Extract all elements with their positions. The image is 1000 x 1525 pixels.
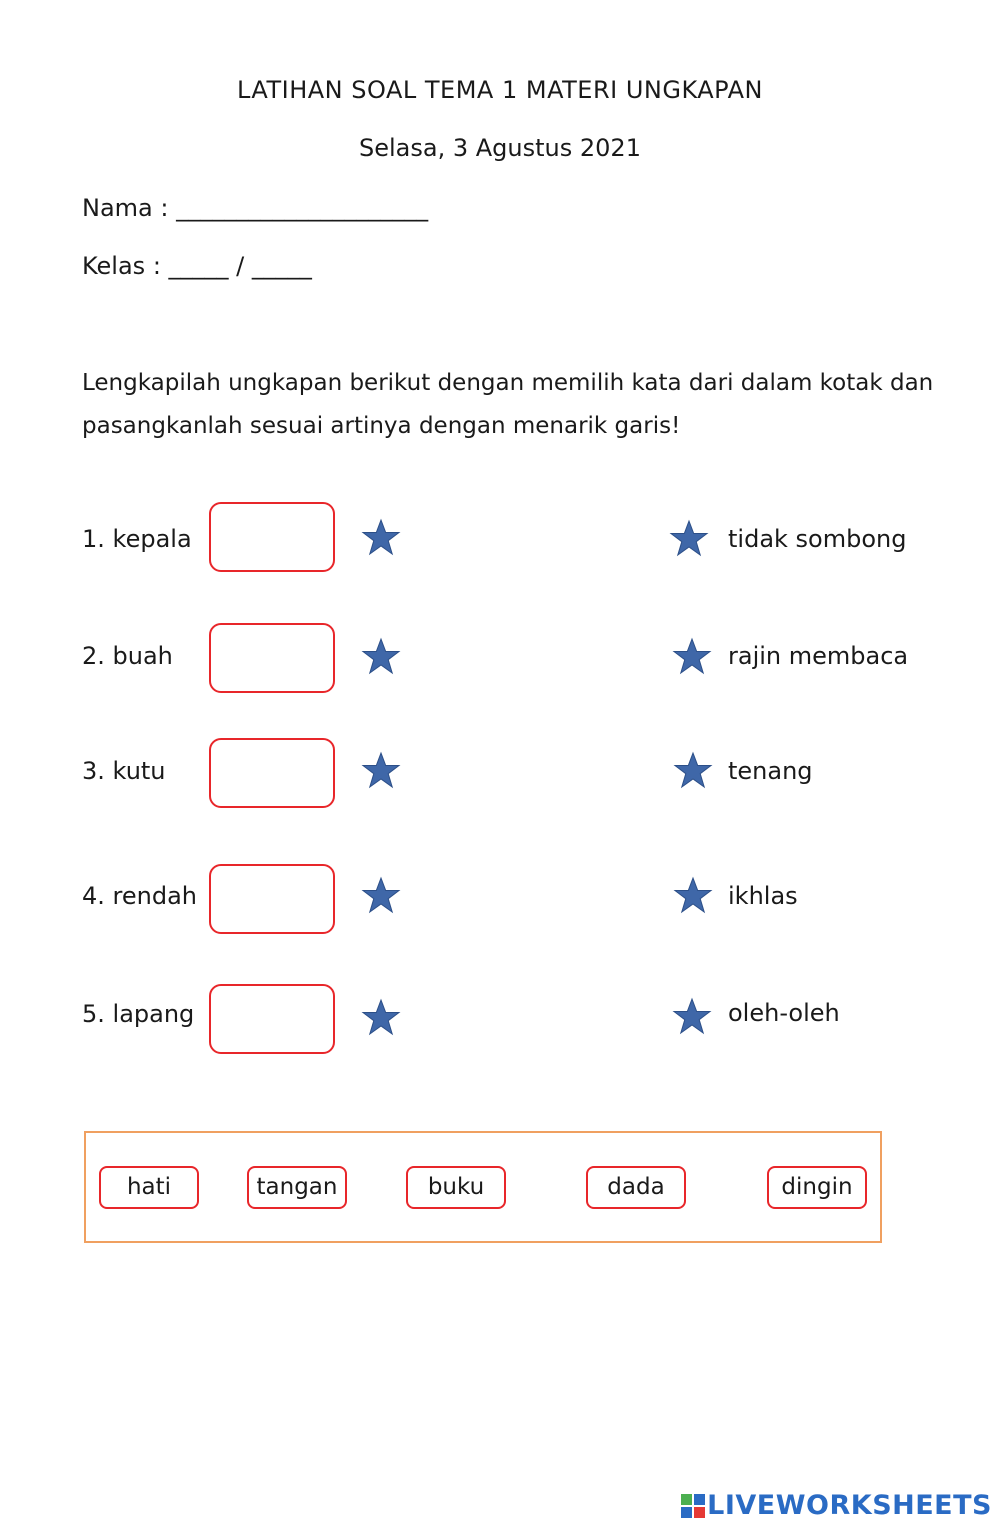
answer-box[interactable] (209, 984, 335, 1054)
meaning-label: tidak sombong (728, 525, 907, 553)
word-chip[interactable]: tangan (247, 1166, 347, 1209)
answer-box[interactable] (209, 864, 335, 934)
meaning-label: oleh-oleh (728, 999, 840, 1027)
word-chip[interactable]: hati (99, 1166, 199, 1209)
question-label: 1. kepala (82, 525, 192, 553)
word-chip[interactable]: dingin (767, 1166, 867, 1209)
date-line: Selasa, 3 Agustus 2021 (359, 134, 641, 162)
star-icon[interactable] (361, 751, 401, 791)
answer-box[interactable] (209, 502, 335, 572)
meaning-label: tenang (728, 757, 813, 785)
star-icon[interactable] (361, 518, 401, 558)
question-label: 2. buah (82, 642, 173, 670)
star-icon[interactable] (672, 637, 712, 677)
star-icon[interactable] (361, 998, 401, 1038)
star-icon[interactable] (669, 519, 709, 559)
question-label: 3. kutu (82, 757, 166, 785)
star-icon[interactable] (361, 876, 401, 916)
word-chip[interactable]: buku (406, 1166, 506, 1209)
liveworksheets-logo-icon (681, 1494, 705, 1518)
question-label: 4. rendah (82, 882, 197, 910)
star-icon[interactable] (361, 637, 401, 677)
meaning-label: ikhlas (728, 882, 798, 910)
answer-box[interactable] (209, 623, 335, 693)
class-field[interactable]: Kelas : _____ / _____ (82, 252, 312, 280)
brand-logo (681, 1490, 992, 1521)
name-field[interactable]: Nama : _____________________ (82, 194, 429, 222)
page-title: LATIHAN SOAL TEMA 1 MATERI UNGKAPAN (237, 76, 763, 104)
star-icon[interactable] (673, 751, 713, 791)
instruction-text: Lengkapilah ungkapan berikut dengan memilih kata dari dalam kotak dan pasangkanlah sesuai artinya dengan menarik garis! (82, 370, 934, 439)
question-label: 5. lapang (82, 1000, 195, 1028)
brand-name: LIVEWORKSHEETS (707, 1490, 992, 1521)
star-icon[interactable] (673, 876, 713, 916)
answer-box[interactable] (209, 738, 335, 808)
word-chip[interactable]: dada (586, 1166, 686, 1209)
meaning-label: rajin membaca (728, 642, 909, 670)
star-icon[interactable] (672, 997, 712, 1037)
